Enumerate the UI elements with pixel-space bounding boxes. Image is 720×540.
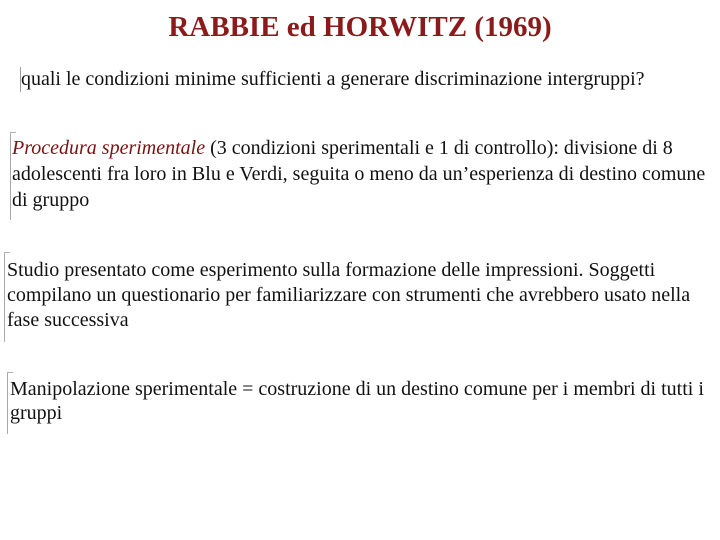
procedure-left-border [10, 132, 11, 220]
procedure-paragraph [12, 135, 712, 213]
slide-title: RABBIE ed HORWITZ (1969) [168, 11, 552, 43]
study-left-border [4, 252, 5, 342]
manipulation-paragraph: Manipolazione sperimentale = costruzione di un destino comune per i membri di tutti i gruppi [10, 378, 704, 424]
procedure-top-border [10, 132, 16, 133]
procedure-label: Procedura sperimentale [12, 137, 206, 159]
study-top-border [4, 252, 10, 253]
research-question: quali le condizioni minime sufficienti a generare discriminazione intergruppi? [20, 67, 707, 92]
study-paragraph: Studio presentato come esperimento sulla formazione delle impressioni. Soggetti compilano un questionario per familiarizzare con strumenti che avrebbero usato nella fase successiva [7, 259, 691, 331]
manipulation-left-border [7, 372, 8, 434]
manipulation-top-border [7, 372, 13, 373]
procedure-text: (3 condizioni sperimentali e 1 di controllo): divisione di 8 adolescenti fra loro in Blu e Verdi, seguita o meno da un’esperienza di destino comune di gruppo [12, 137, 706, 211]
